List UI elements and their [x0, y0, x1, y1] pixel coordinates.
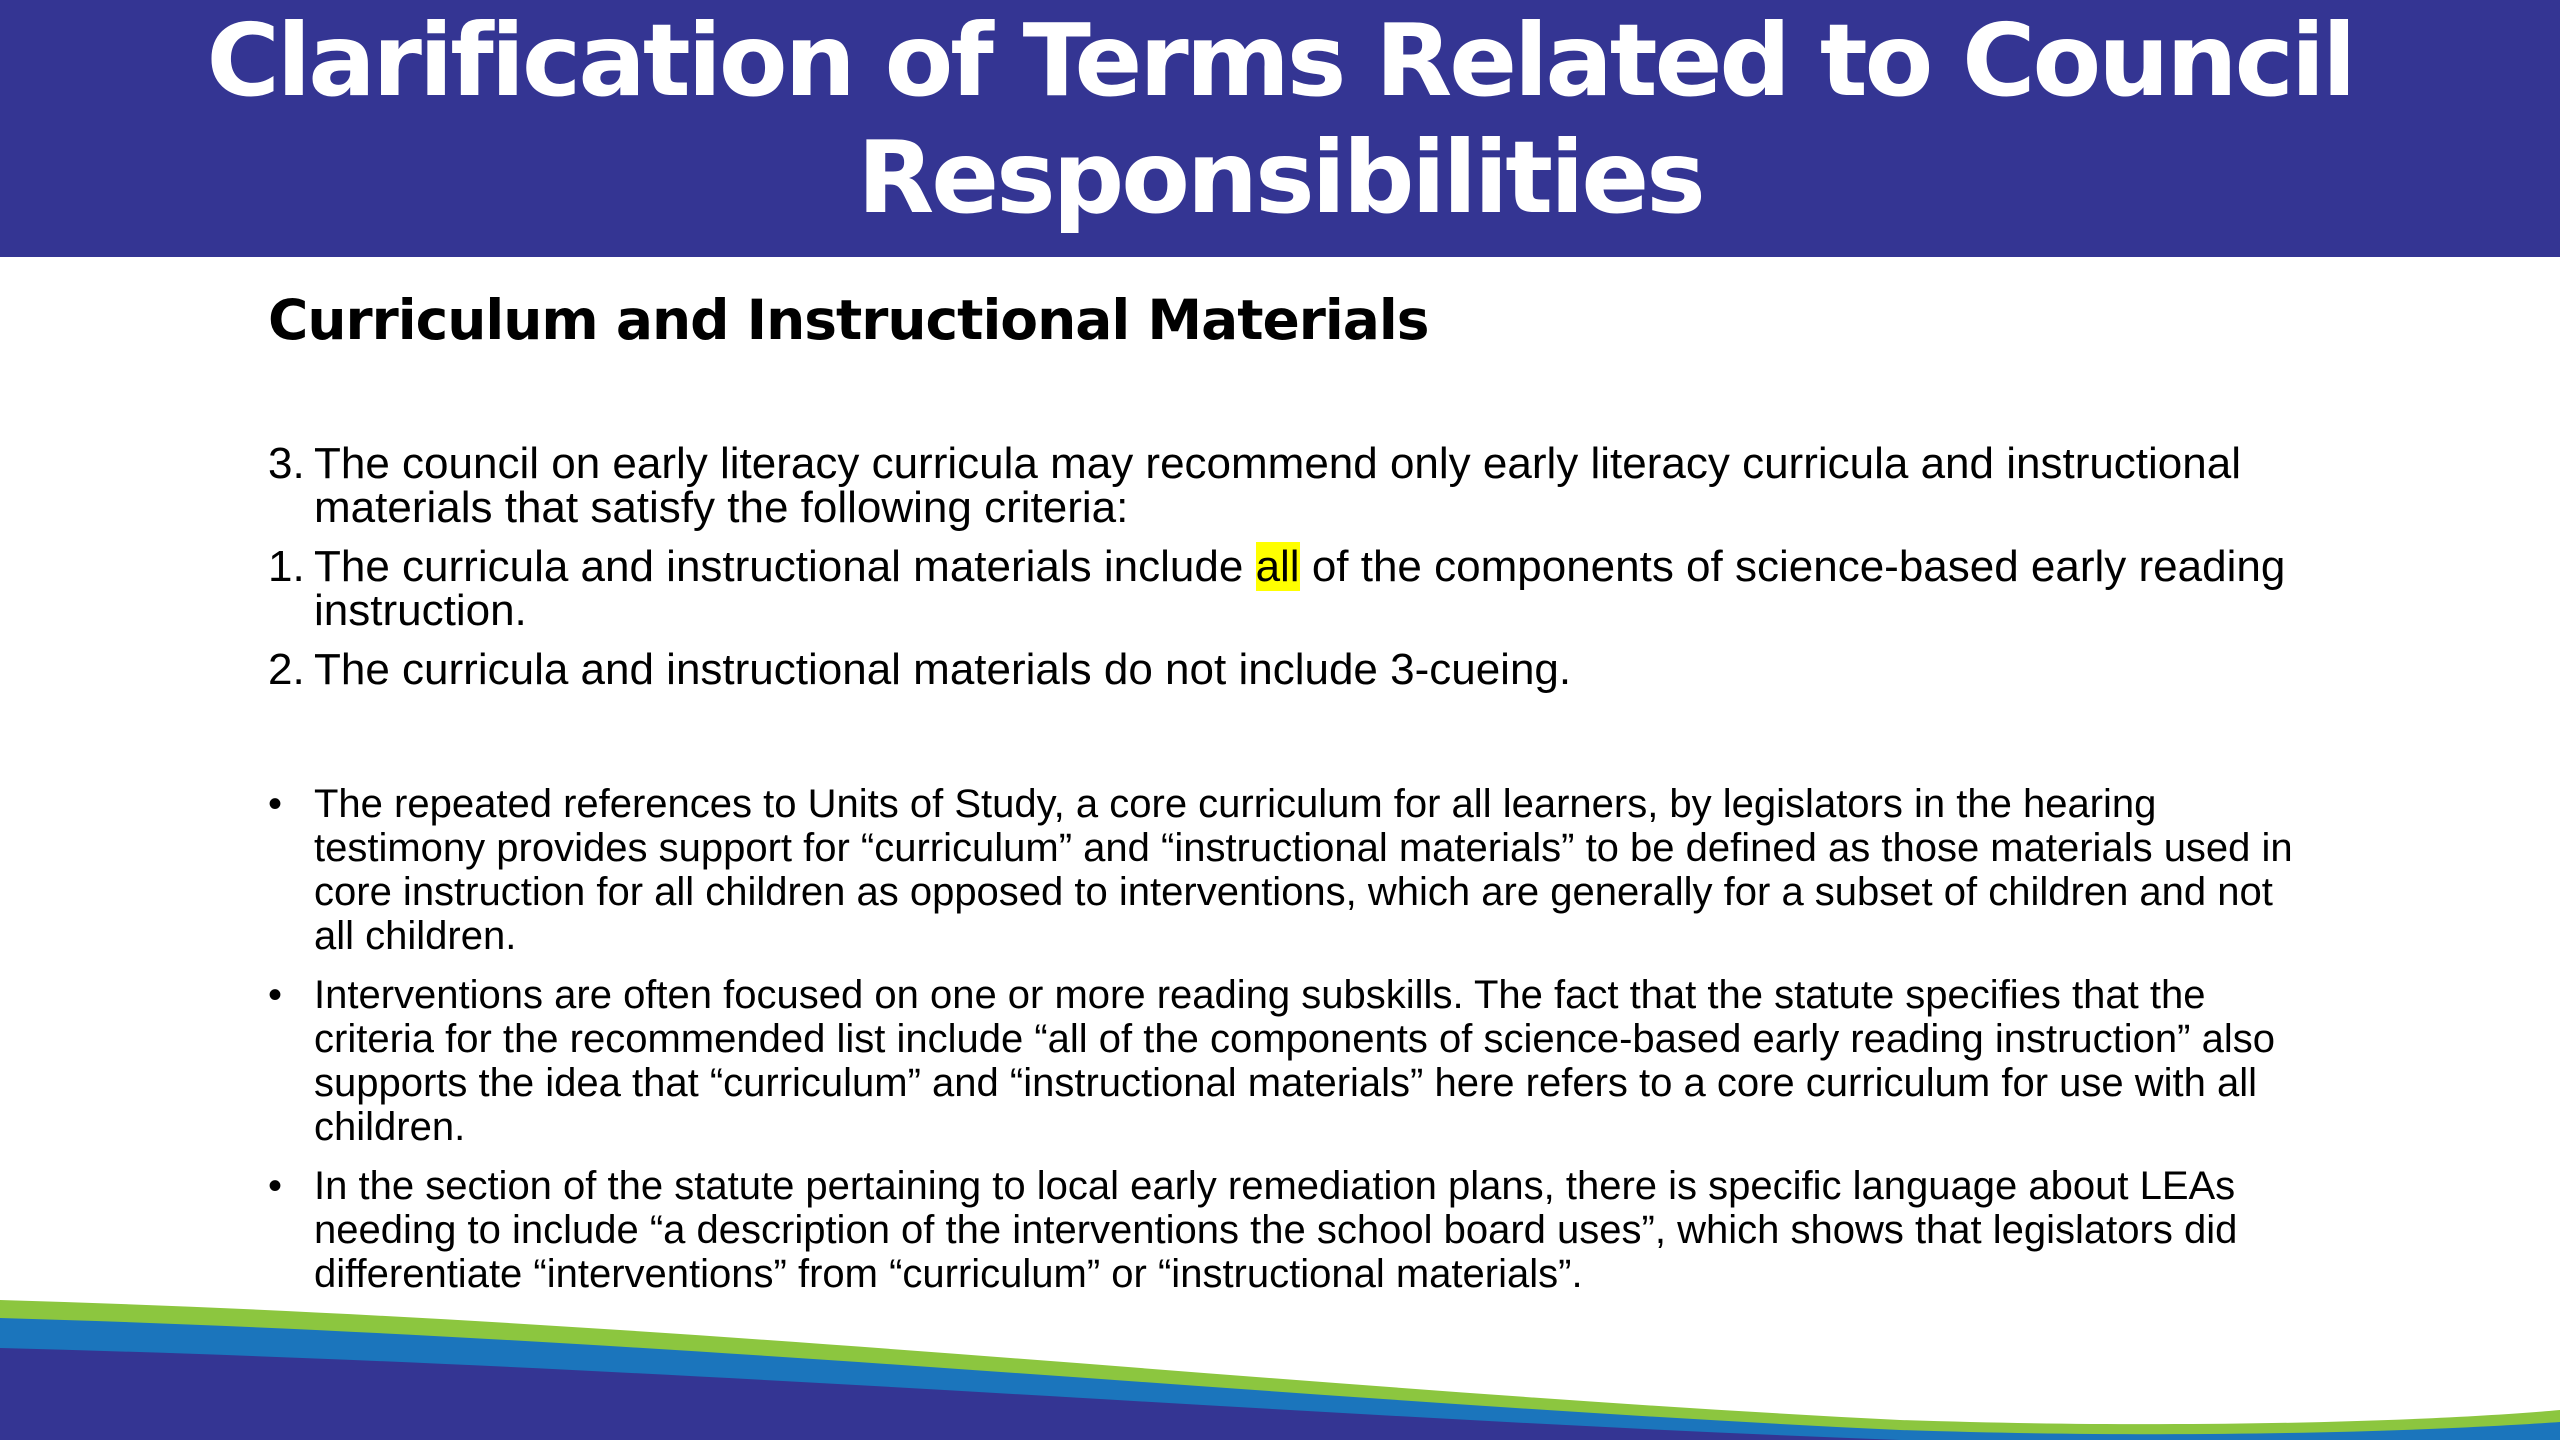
explanation-bullets — [268, 782, 2308, 1296]
slide-title-line-2: Responsibilities — [857, 119, 1703, 236]
criteria-item-1 — [268, 542, 2308, 635]
slide-title — [0, 0, 2560, 236]
bullet-glyph: • — [268, 973, 283, 1017]
criteria-text-after: of the components of science-based early reading instruction. — [314, 542, 2286, 635]
criteria-number: 3. — [268, 439, 305, 488]
criteria-item-3 — [268, 439, 2308, 532]
bullet-text: In the section of the statute pertaining to local early remediation plans, there is specific language about LEAs needing to include “a description of the interventions the school board uses”, which shows that legislators did differentiate “interventions” from “curriculum” or “instructional materials”. — [314, 1164, 2238, 1296]
criteria-text: The council on early literacy curricula may recommend only early literacy curricula and instructional materials that satisfy the following criteria: — [314, 439, 2241, 532]
bullet-glyph: • — [268, 782, 283, 826]
criteria-text: The curricula and instructional materials do not include 3-cueing. — [314, 645, 1572, 694]
criteria-text-before: The curricula and instructional materials include — [314, 542, 1256, 591]
criteria-item-2 — [268, 645, 2308, 694]
highlighted-word: all — [1255, 542, 1300, 591]
bullet-item-units-of-study — [268, 782, 2308, 958]
bullet-text: The repeated references to Units of Study, a core curriculum for all learners, by legislators in the hearing testimony provides support for “curriculum” and “instructional materials” to be defined as those materials used in core instruction for all children as opposed to interventions, which are generally for a subset of children and not all children. — [314, 782, 2293, 958]
criteria-number: 2. — [268, 645, 305, 694]
bullet-glyph: • — [268, 1164, 283, 1208]
slide-title-line-1: Clarification of Terms Related to Council — [206, 2, 2354, 119]
section-heading: Curriculum and Instructional Materials — [268, 288, 1429, 352]
bullet-text: Interventions are often focused on one or more reading subskills. The fact that the statute specifies that the criteria for the recommended list include “all of the components of science-based early reading instruction” also supports the idea that “curriculum” and “instructional materials” here refers to a core curriculum for use with all children. — [314, 973, 2275, 1149]
bullet-item-interventions — [268, 973, 2308, 1149]
slide-content — [268, 280, 2308, 1311]
criteria-list — [268, 439, 2308, 694]
footer-wave-decoration — [0, 1290, 2560, 1440]
criteria-number: 1. — [268, 542, 305, 591]
bullet-item-remediation-plans — [268, 1164, 2308, 1296]
